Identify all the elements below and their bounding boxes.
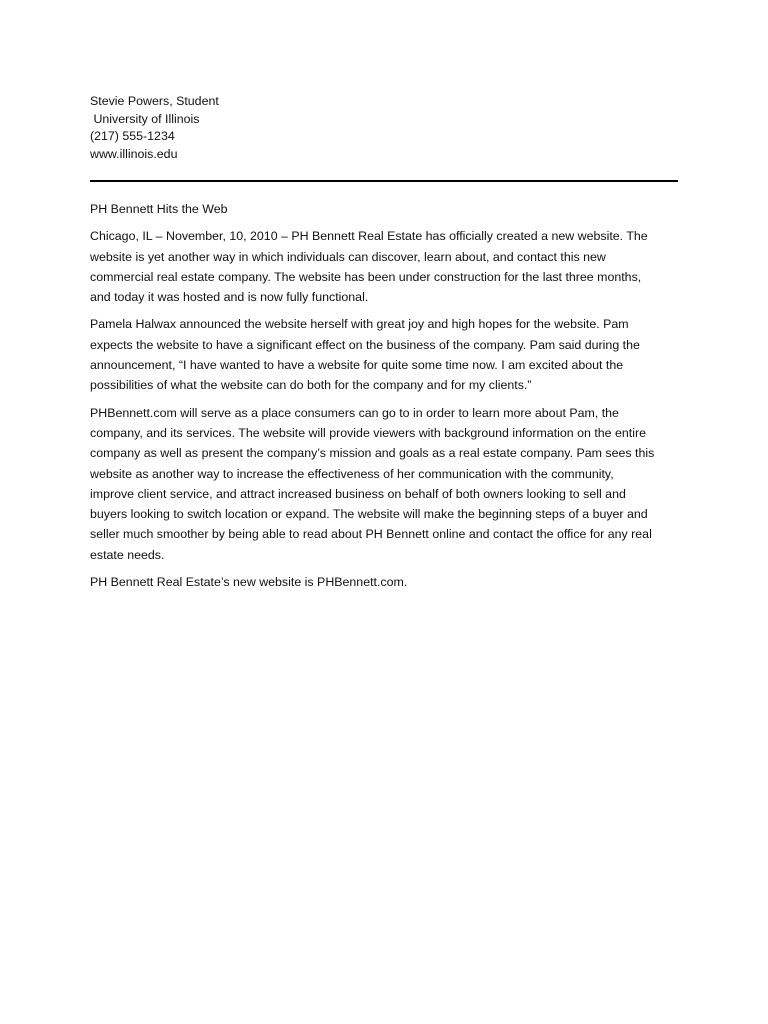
paragraph-3: [90, 403, 680, 565]
paragraph-line: improve client service, and attract increased business on behalf of both owners looking to sell and: [90, 486, 626, 501]
paragraph-line: PH Bennett Real Estate’s new website is PHBennett.com.: [90, 575, 408, 590]
paragraph-line: estate needs.: [90, 547, 165, 562]
headline: PH Bennett Hits the Web: [90, 202, 228, 216]
paragraph-line: announcement, “I have wanted to have a website for quite some time now. I am excited about the: [90, 358, 624, 373]
contact-website: www.illinois.edu: [90, 146, 178, 161]
paragraph-line: buyers looking to switch location or expand. The website will make the beginning steps of a buyer and: [90, 507, 648, 522]
paragraph-line: commercial real estate company. The website has been under construction for the last three months,: [90, 269, 642, 284]
paragraph-line: Pamela Halwax announced the website herself with great joy and high hopes for the website. Pam: [90, 317, 629, 332]
paragraph-2: [90, 314, 680, 395]
paragraph-line: PHBennett.com will serve as a place consumers can go to in order to learn more about Pam, the: [90, 405, 619, 420]
contact-name: Stevie Powers, Student: [90, 94, 219, 108]
paragraph-line: possibilities of what the website can do both for the company and for my clients.”: [90, 378, 532, 393]
paragraph-line: company as well as present the company’s mission and goals as a real estate company. Pam sees this: [90, 446, 655, 461]
horizontal-rule: [90, 180, 678, 182]
paragraph-line: seller much smoother by being able to read about PH Bennett online and contact the office for any real: [90, 527, 652, 542]
contact-block: [90, 93, 680, 163]
paragraph-line: and today it was hosted and is now fully functional.: [90, 290, 369, 305]
paragraph-line: website as another way to increase the effectiveness of her communication with the community,: [90, 466, 614, 481]
paragraph-1: [90, 226, 680, 307]
contact-school: University of Illinois: [90, 111, 200, 126]
paragraph-line: company, and its services. The website will provide viewers with background information on the entire: [90, 425, 647, 440]
contact-phone: (217) 555-1234: [90, 129, 175, 143]
paragraph-4: [90, 572, 680, 592]
paragraph-line: expects the website to have a significant effect on the business of the company. Pam said during the: [90, 337, 640, 352]
paragraph-line: Chicago, IL – November, 10, 2010 – PH Bennett Real Estate has officially created a new website. The: [90, 229, 648, 244]
paragraph-line: website is yet another way in which individuals can discover, learn about, and contact this new: [90, 249, 606, 264]
press-release-body: [90, 199, 680, 599]
